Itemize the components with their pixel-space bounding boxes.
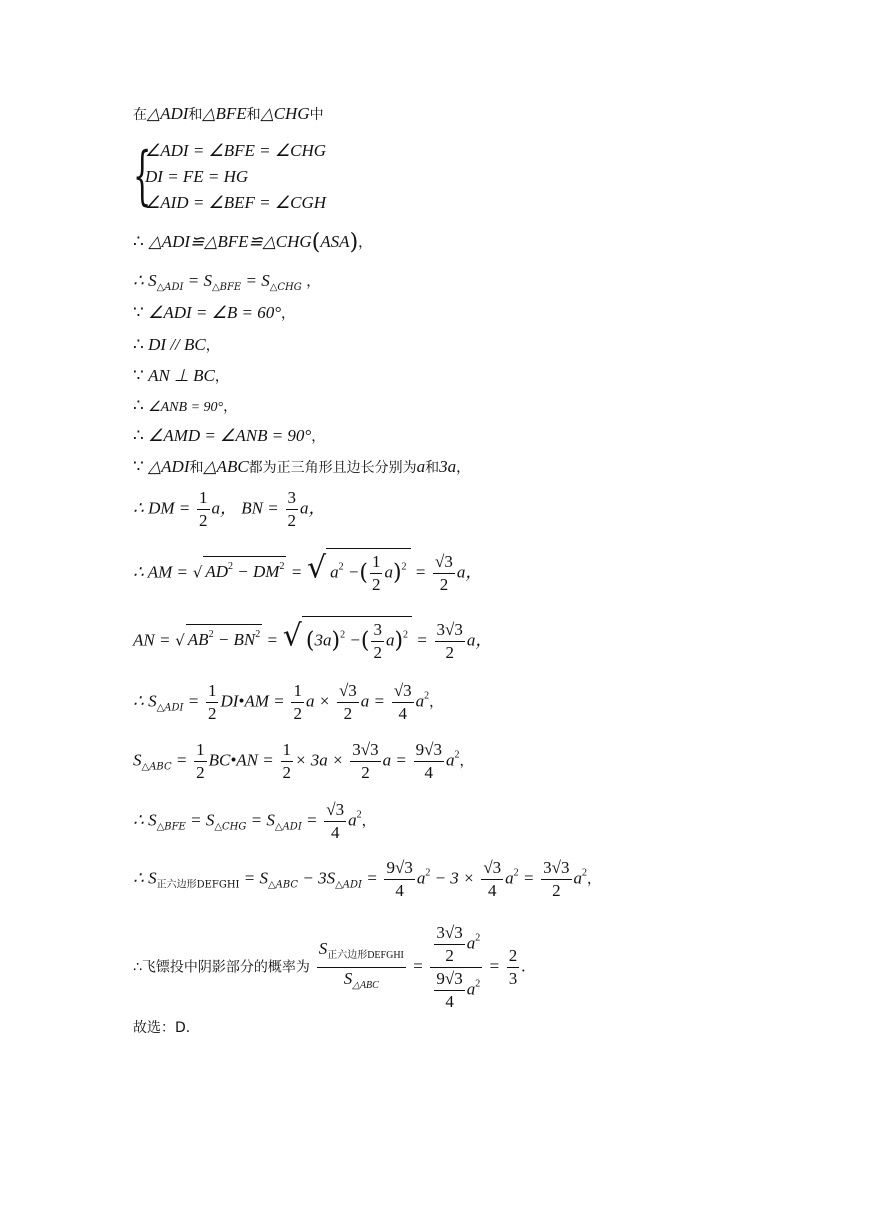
perpendicular-line: ∵ AN ⊥ BC， (133, 366, 229, 385)
am-line: ∴ AM = √ $AD^2 - DM^2$ = √ $a^2$ −( $\frac{1}{2}$ a)$^2$ = $\frac{√3}{2}$ a， (133, 548, 482, 596)
three-areas-line: ∴ $S_{\triangle BFE} = S_{\triangle CHG} = S_{\triangle ADI}$ = $\frac{√3}{4}$ $a^2$， (133, 800, 376, 842)
half-sides-line: ∴ DM = $\frac{1}{2}$ a， BN = $\frac{3}{2}$ a， (133, 488, 326, 530)
condition-angle-1: ∠ADI = ∠BFE = ∠CHG (145, 141, 327, 160)
hexagon-area-line: ∴ $S_{正六边形DEFGHI} = S_{\triangle ABC} - 3S_{\triangle ADI}$ = $\frac{9√3}{4}$ $a^2 - 3$ × $\frac{√3}{4}$ $a^2$ = $\frac{3√3}{2}$ $a^2$， (133, 858, 602, 900)
angle-line: ∵ ∠ADI = ∠B = 60°， (133, 303, 296, 322)
an-line: AN = √ $AB^2 - BN^2$ = √ $(3a)^2$ −( $\frac{3}{2}$ a)$^2$ = $\frac{3√3}{2}$ a， (133, 616, 492, 664)
probability-line: ∴飞镖投中阴影部分的概率为 $\frac{S_{正六边形DEFGHI}}{S_{\triangle ABC}}$ = $\frac{3√3}{2}$ $a^2$ $\frac{9√3}{4}$ $a^2$ = $\frac{2}{3}$ . (133, 923, 526, 1011)
area-adi-line: ∴ $S_{\triangle ADI}$ = $\frac{1}{2}$ DI•AM = $\frac{1}{2}$ a × $\frac{√3}{2}$ a = $\frac{√3}{4}$ $a^2$， (133, 681, 444, 723)
right-angle-line-2: ∴ ∠AMD = ∠ANB = 90°， (133, 426, 326, 445)
area-abc-line: $S_{\triangle ABC}$ = $\frac{1}{2}$ BC•AN = $\frac{1}{2}$ × 3a × $\frac{3√3}{2}$ a = $\frac{9√3}{4}$ $a^2$， (133, 740, 474, 782)
areas-equal-line: ∴ $S_{\triangle ADI} = S_{\triangle BFE} = S_{\triangle CHG}$ ， (133, 271, 321, 293)
condition-side: DI = FE = HG (145, 167, 249, 186)
left-brace: { (133, 139, 152, 213)
equilateral-line: ∵ △ADI和△ABC都为正三角形且边长分别为a和3a， (133, 457, 471, 476)
condition-angle-2: ∠AID = ∠BEF = ∠CGH (145, 193, 327, 212)
answer-line: 故选：D. (133, 1020, 191, 1036)
parallel-line: ∴ DI // BC， (133, 335, 220, 354)
intro-line: 在△ADI和△BFE和△CHG中 (133, 104, 324, 123)
congruence-line: ∴ △ADI≌△BFE≌△CHG(ASA)， (133, 230, 373, 255)
right-angle-line: ∴ ∠ANB = 90°， (133, 396, 238, 415)
